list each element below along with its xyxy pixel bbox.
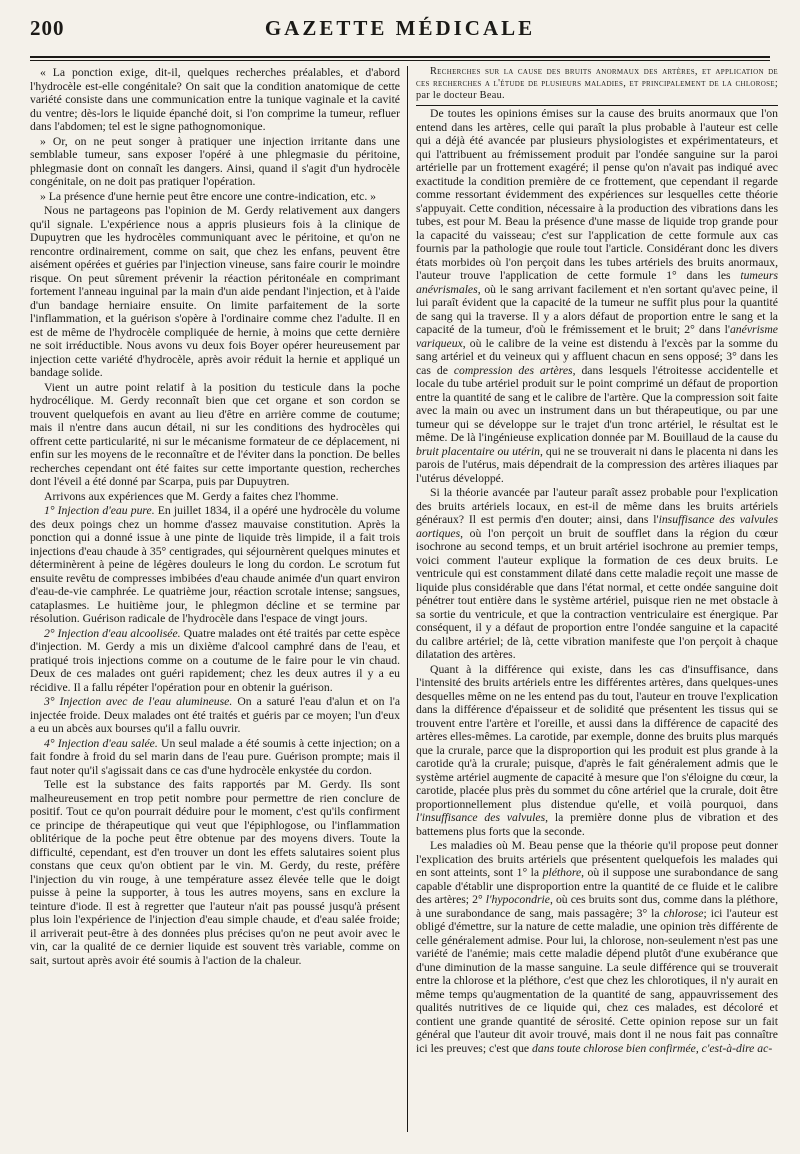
experiment-text: On a saturé l'eau d'alun et on l'a injectée froide. Deux malades ont été traités et guéris par ce moyen; l'un d'eux a eu un abcès aux bourses qu'il a fallu ouvrir. xyxy=(30,695,400,735)
emphasis: tumeurs anévrismales xyxy=(416,269,778,296)
text-run: De toutes les opinions émises sur la cause des bruits anormaux que l'on entend dans les artères, celle qui paraît la plus probable à l'auteur est celle qui a déjà été avancée par plusieurs physiologistes et expérimentateurs, et qui l'attribuent au frémissement produit par l'ondée sanguine sur la paroi artérielle par un frottement exagéré; il pense qu'on n'avait pas indiqué avec exactitude la condition première de ce frottement, que cependant il regarde comme ressortant évidemment des expériences sur lesquelles cette théorie s'appuyait. Cette condition, nécessaire à la production des vibrations dans les tubes, est pour M. Beau la présence d'une masse de liquide trop grande pour la capacité du vaisseau; c'est sur l'application de cette formule aux cas fournis par la pathologie que roule tout l'article. Considérant donc les divers états morbides où l'on perçoit dans les tubes artériels des bruits anormaux, l'auteur trouve l'application de cette formule 1° dans les xyxy=(416,107,778,282)
experiment-label: 3° Injection avec de l'eau alumineuse. xyxy=(44,695,233,708)
body-paragraph xyxy=(416,107,778,485)
emphasis: compression des artères xyxy=(453,363,573,377)
article-title: Recherches sur la cause des bruits anormaux des artères, et application de ces recherches a l'étude de plusieurs maladies, et principalement de la chlorose; xyxy=(416,66,778,89)
body-paragraph xyxy=(416,839,778,1055)
experiment-text: Un seul malade a été soumis à cette injection; on a fait fondre à froid du sel marin dans de l'eau pure. Guérison prompte; mais il faut noter qu'il s'agissait dans ce cas d'une hydrocèle enkystée du cordon. xyxy=(30,736,400,777)
experiment-text: Quatre malades ont été traités par cette espèce d'injection. M. Gerdy a mis un dixième d'alcool camphré dans de l'eau, et pratiqué trois injections comme on a coutume de le faire pour le vin chaud. Deux de ces malades ont guéri rapidement; chez les deux autres il y a eu récidive. Il a fallu répéter l'opération pour en obtenir la guérison. xyxy=(30,626,400,694)
experiment-label: 4° Injection d'eau salée. xyxy=(44,736,158,750)
emphasis: l'hypocondrie xyxy=(485,893,550,906)
experiment-label: 1° Injection d'eau pure. xyxy=(44,504,155,517)
emphasis: chlorose xyxy=(663,906,704,920)
experiment-paragraph xyxy=(30,695,400,736)
right-column xyxy=(416,66,778,1136)
quote-paragraph: « La ponction exige, dit-il, quelques recherches préalables, et d'abord l'hydrocèle est-elle congénitale? On sait que la condition anatomique de cette variété consiste dans une communication entre la tunique vaginale et la cavité du ventre; dès-lors le liquide épanché doit, si l'on comprime la tumeur, refluer dans l'abdomen; tel est le signe pathognomonique. xyxy=(30,66,400,133)
header-rule xyxy=(30,56,770,58)
emphasis: l'insuffisance des valvules xyxy=(416,811,546,824)
text-run: , où il suppose une surabondance de sang capable d'établir une disproportion entre la quantité de ce fluide et le calibre des artères; 2° xyxy=(416,866,778,906)
text-run: , où le calibre de la veine est distendu à l'excès par la somme du sang artériel et du veineux qui y affluent chacun en sens opposé; 3° dans les cas de xyxy=(416,336,778,377)
body-paragraph: Telle est la substance des faits rapportés par M. Gerdy. Ils sont malheureusement en trop petit nombre pour permettre de rien conclure de positif. Tout ce qu'on pourrait déduire pour le moment, c'est qu'ils confirment ce principe de thérapeutique qui veut que l'épiphlogose, ou l'inflammation oblitérique de la poche peut être obtenue par des moyens divers. Toute la difficulté, cependant, est d'en trouver un dont les effets salutaires soient plus constans que ceux qu'on obtient par le vin. M. Gerdy, du reste, préfère l'injection du vin rouge, à une température assez élevée telle que le doigt puisse à peine la supporter, à tous les autres moyens, sans en exclure la teinture d'iode. Il est à regretter que l'auteur n'ait pas poussé jusqu'à présent plus loin l'expérience de l'injection d'eau simple chaude, et d'eau salée froide; il arriverait peut-être à des données plus précises qu'on ne peut avoir avec le vin, car la qualité de ce dernier liquide est souvent très variable, comme on sait, surtout après avoir été soumis à l'action de la chaleur. xyxy=(30,778,400,967)
page-number: 200 xyxy=(30,16,65,40)
text-run: Les maladies où M. Beau pense que la théorie qu'il propose peut donner l'explication des bruits artériels que présentent quelquefois les malades qui en sont atteints, sont 1° la xyxy=(416,839,778,879)
experiment-paragraph xyxy=(30,504,400,626)
article-heading xyxy=(416,66,778,106)
text-run: , où le sang arrivant facilement et n'en sortant qu'avec peine, il lui paraît évident que la capacité de la tumeur ne suffit plus pour la quantité de sang qui la traverse. Il y a alors défaut de proportion entre le sang et la capacité de la tumeur, d'où le frémissement et le bruit; 2° dans l' xyxy=(416,282,778,336)
experiment-text: En juillet 1834, il a opéré une hydrocèle du volume des deux poings chez un homme d'assez mauvaise constitution. Après la ponction qui a donné issue à une pinte de liquide très limpide, il a fait trois injections d'eau chaude à 35° centigrades, qui séjournèrent quelques minutes et déterminèrent à peine de légères douleurs le long du cordon. Le scrotum fut ensuite revêtu de compresses imbibées d'eau chaude animée d'un quart environ d'eau-de-vie camphrée. Le quatrième jour, réaction scrotale intense; sangsues, cataplasmes. Le huitième jour, le phlegmon décline et se termine par résolution. Guérison radicale de l'hydrocèle dans l'espace de vingt jours. xyxy=(30,504,400,625)
body-paragraph: Nous ne partageons pas l'opinion de M. Gerdy relativement aux dangers qu'il signale. L'expérience nous a appris plusieurs fois à la clinique de Dupuytren que les hydrocèles communiquant avec le péritoine, et qu'on ne rencontre ordinairement, comme on sait, que chez les enfans, peuvent être aisément opérées et guéries par l'injection vineuse, sans faire courir le moindre risque. On peut sûrement prévenir la réaction péritonéale en comprimant fortement l'anneau inguinal par la main d'un aide pendant l'injection, et à l'aide d'un bandage herniaire ensuite. On limite parfaitement de la sorte l'inflammation, et la guérison s'opère à l'ordinaire comme chez l'adulte. Il en est de même de l'hydrocèle compliquée de hernie, à moins que cette dernière ne soit irréductible. Nous avons vu deux fois Boyer opérer heureusement par injection cette variété d'hydrocèle, après avoir réduit la hernie et appliqué un bandage solide. xyxy=(30,204,400,379)
body-paragraph xyxy=(416,486,778,662)
body-paragraph: Arrivons aux expériences que M. Gerdy a faites chez l'homme. xyxy=(44,489,339,503)
text-run: ; ici l'auteur est obligé d'émettre, sur la nature de cette maladie, une opinion très différente de celle généralement admise. Pour lui, la chlorose, non-seulement n'est pas une variété de l'anémie; mais cette maladie dépend plutôt d'une exubérance que d'une diminution de la masse sanguine. La seule différence qui se trouverait entre la chlorose et la pléthore, c'est que chez les chlorotiques, il n'y aurait en même temps qu'augmentation de la quantité de sang, appauvrissement des qualités nutritives de ce liquide qui, chez ces malades, est décoloré et contient une grande quantité de sérosité. Cette opinion repose sur un fait général que l'auteur dit avoir trouvé, mais dont il ne nous fait pas connaître ici les preuves; c'est que xyxy=(416,906,778,1055)
quote-paragraph: » La présence d'une hernie peut être encore une contre-indication, etc. » xyxy=(40,189,377,203)
quote-paragraph: » Or, on ne peut songer à pratiquer une injection irritante dans une semblable tumeur, sans exposer l'opéré à une phlegmasie du péritoine, phlegmasie dont on connaît les dangers. Ainsi, quand il s'agit d'un hydrocèle congénitale, on ne doit pas pratiquer l'opération. xyxy=(30,134,400,188)
left-column xyxy=(30,66,400,1136)
text-run: , la première donne plus de vibration et des battemens plus forts que la seconde. xyxy=(416,811,778,838)
body-paragraph xyxy=(416,663,778,839)
emphasis: pléthore xyxy=(542,866,582,879)
text-run: Si la théorie avancée par l'auteur paraît assez probable pour l'explication des bruits artériels locaux, en est-il de même dans les bruits artériels généraux? Il est permis d'en douter; ainsi, dans l' xyxy=(416,486,778,526)
article-author: par le docteur Beau. xyxy=(416,90,505,101)
header-rule-thin xyxy=(30,60,770,61)
journal-title: GAZETTE MÉDICALE xyxy=(264,16,536,40)
experiment-paragraph xyxy=(30,627,400,695)
text-run: Quant à la différence qui existe, dans les cas d'insuffisance, dans l'intensité des bruits artériels entre les différentes artères, dans quelques-unes desquelles même on ne les entend pas du tout, l'auteur en trouve l'explication dans la différence d'épaisseur et de solidité que présentent les tissus qui se trouvent entre l'artère et l'oreille, et aussi dans la différence de capacité des artères elles-mêmes. La carotide, par exemple, donne des bruits plus marqués que la crurale, parce que la disproportion qui les produit est plus grande à la carotide qu'à la crurale; puisque, d'après le fait généralement admis que le système artériel augmente de capacité à mesure que l'on s'éloigne du cœur, la carotide, placée plus près du sommet du cône artériel que la crurale, doit être proportionnellement plus distendue qu'elle, et voilà pourquoi, dans xyxy=(416,662,778,811)
column-separator xyxy=(407,66,408,1132)
text-run: , dans lesquels l'étroitesse accidentelle et locale du tube artériel produit sur le point comprimé un défaut de proportion entre la quantité de sang et le calibre de l'artère. Que la compression soit faite avec la main ou avec un instrument dans un but thérapeutique, ou par une tumeur qui se développe sur le trajet d'un tronc artériel, le résultat est le même. De là l'ingénieuse explication donnée par M. Bouillaud de la cause du xyxy=(416,363,778,444)
emphasis: bruit placentaire ou utérin xyxy=(416,444,541,458)
body-paragraph: Vient un autre point relatif à la position du testicule dans la poche hydrocélique. M. Gerdy reconnaît bien que cet organe et son cordon se trouvent quelquefois en avant au lieu d'être en arrière comme de coutume; mais il n'entre dans aucun détail, ni sur les conditions des hydrocèles qui offrent cette particularité, ni sur le mécanisme formateur de ce déplacement, ni enfin sur les moyens de le reconnaître et de l'éviter dans la ponction. De belles recherches cependant ont été faites sur cette importante question, recherches dont l'éveil a été donné par Scarpa, puis par Dupuytren. xyxy=(30,380,400,488)
emphasis: dans toute chlorose bien confirmée, c'est-à-dire ac- xyxy=(532,1041,773,1055)
experiment-paragraph xyxy=(30,737,400,778)
emphasis: insuffisance des valvules aortiques xyxy=(416,513,778,540)
emphasis: anévrisme variqueux xyxy=(416,323,778,350)
page-header xyxy=(30,14,770,50)
experiment-label: 2° Injection d'eau alcoolisée. xyxy=(44,626,181,640)
text-run: , où l'on perçoit un bruit de soufflet dans la région du cœur isochrone au second temps, et un bruit artériel isochrone au premier temps, voici comment l'auteur explique la formation de ces deux bruits. Le ventricule qui est constamment dilaté dans cette maladie reçoit une masse de liquide plus considérable que dans l'état normal, et cette ondée sanguine doit pénétrer tout entière dans le système artériel, puisque rien ne met obstacle à sa sortie du ventricule, et que la contraction ventriculaire est énergique. Par conséquent, il y a défaut de proportion entre l'ondée sanguine et la capacité du calibre artériel; de là, cette vibration manifeste que l'on perçoit à chaque dilatation des artères. xyxy=(416,526,778,661)
text-run: , qui ne se trouverait ni dans le placenta ni dans les parois de l'utérus, mais dépendrait de la compression des artères iliaques par l'utérus développé. xyxy=(416,444,778,485)
text-run: , où ces bruits sont dus, comme dans la pléthore, à une surabondance de sang, mais passagère; 3° la xyxy=(416,893,778,920)
